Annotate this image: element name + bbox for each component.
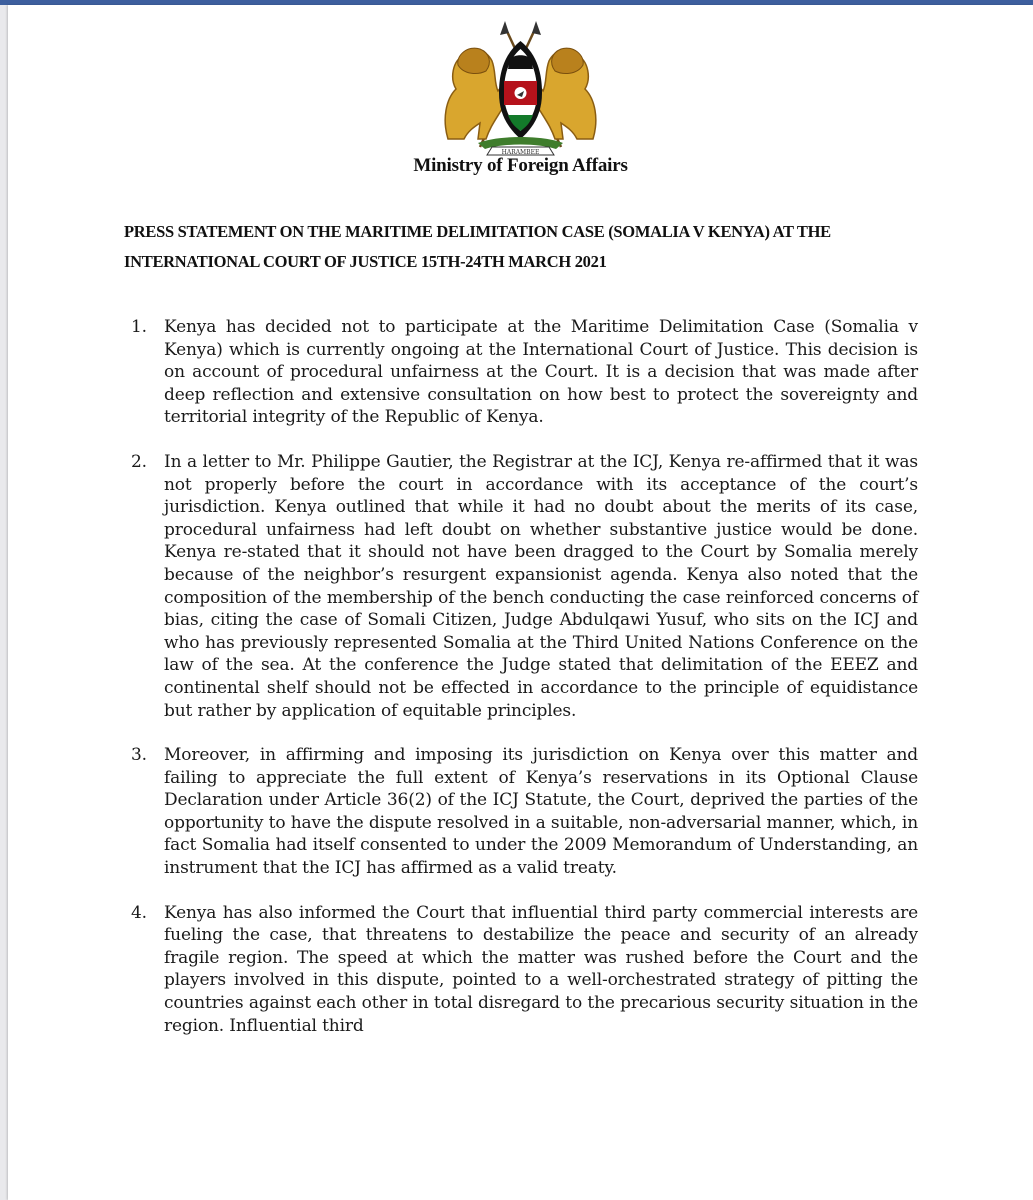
document-page	[8, 5, 1033, 1200]
item-text: Kenya has also informed the Court that influential third party commercial interests are fueling the case, that threatens to destabilize the peace and security of an already fragile region. The speed at which the matter was rushed before the Court and the players involved in this dispute, pointed to a well-orchestrated strategy of pitting the countries against each other in total disregard to the precarious security situation in the region. Influential third	[164, 902, 918, 1036]
item-number: 2.	[131, 451, 147, 472]
title-line-2: INTERNATIONAL COURT OF JUSTICE 15TH-24TH MARCH 2021	[124, 252, 607, 271]
kenya-coat-of-arms-icon	[438, 19, 603, 159]
list-item	[118, 451, 918, 722]
item-number: 1.	[131, 317, 147, 337]
item-number: 4.	[131, 902, 147, 923]
item-text: Moreover, in affirming and imposing its jurisdiction on Kenya over this matter and failing to appreciate the full extent of Kenya’s reservations in its Optional Clause Declaration under Article 36(2) of the ICJ Statute, the Court, deprived the parties of the opportunity to have the dispute resolved in a suitable, non-adversarial manner, which, in fact Somalia had itself consented to under the 2009 Memorandum of Understanding, an instrument that the ICJ has affirmed as a valid treaty.	[164, 745, 918, 879]
press-statement-title	[124, 217, 924, 277]
list-item	[118, 902, 918, 1038]
list-item	[118, 744, 918, 880]
item-text: Kenya has decided not to participate at the Maritime Delimitation Case (Somalia v Kenya) which is currently ongoing at the International Court of Justice. This decision is on account of procedural unfairness at the Court. It is a decision that was made after deep reflection and extensive consultation on how best to protect the sovereignty and territorial integrity of the Republic of Kenya.	[164, 317, 918, 428]
crest-motto: HARAMBEE	[501, 149, 540, 156]
statement-items	[118, 316, 918, 1059]
title-line-1: PRESS STATEMENT ON THE MARITIME DELIMITATION CASE (SOMALIA V KENYA) AT THE	[124, 222, 831, 241]
list-item	[118, 316, 918, 429]
ministry-name: Ministry of Foreign Affairs	[413, 155, 628, 176]
item-number: 3.	[131, 745, 147, 766]
item-text: In a letter to Mr. Philippe Gautier, the Registrar at the ICJ, Kenya re-affirmed that it was not properly before the court in accordance with its acceptance of the court’s jurisdiction. Kenya outlined that while it had no doubt about the merits of its case, procedural unfairness had left doubt on whether substantive justice would be done. Kenya re-stated that it should not have been dragged to the Court by Somalia merely because of the neighbor’s resurgent expansionist agenda. Kenya also noted that the composition of the membership of the bench conducting the case reinforced concerns of bias, citing the case of Somali Citizen, Judge Abdulqawi Yusuf, who sits on the ICJ and who has previously represented Somalia at the Third United Nations Conference on the law of the sea. At the conference the Judge stated that delimitation of the EEEZ and continental shelf should not be effected in accordance to the principle of equidistance but rather by application of equitable principles.	[164, 451, 918, 721]
